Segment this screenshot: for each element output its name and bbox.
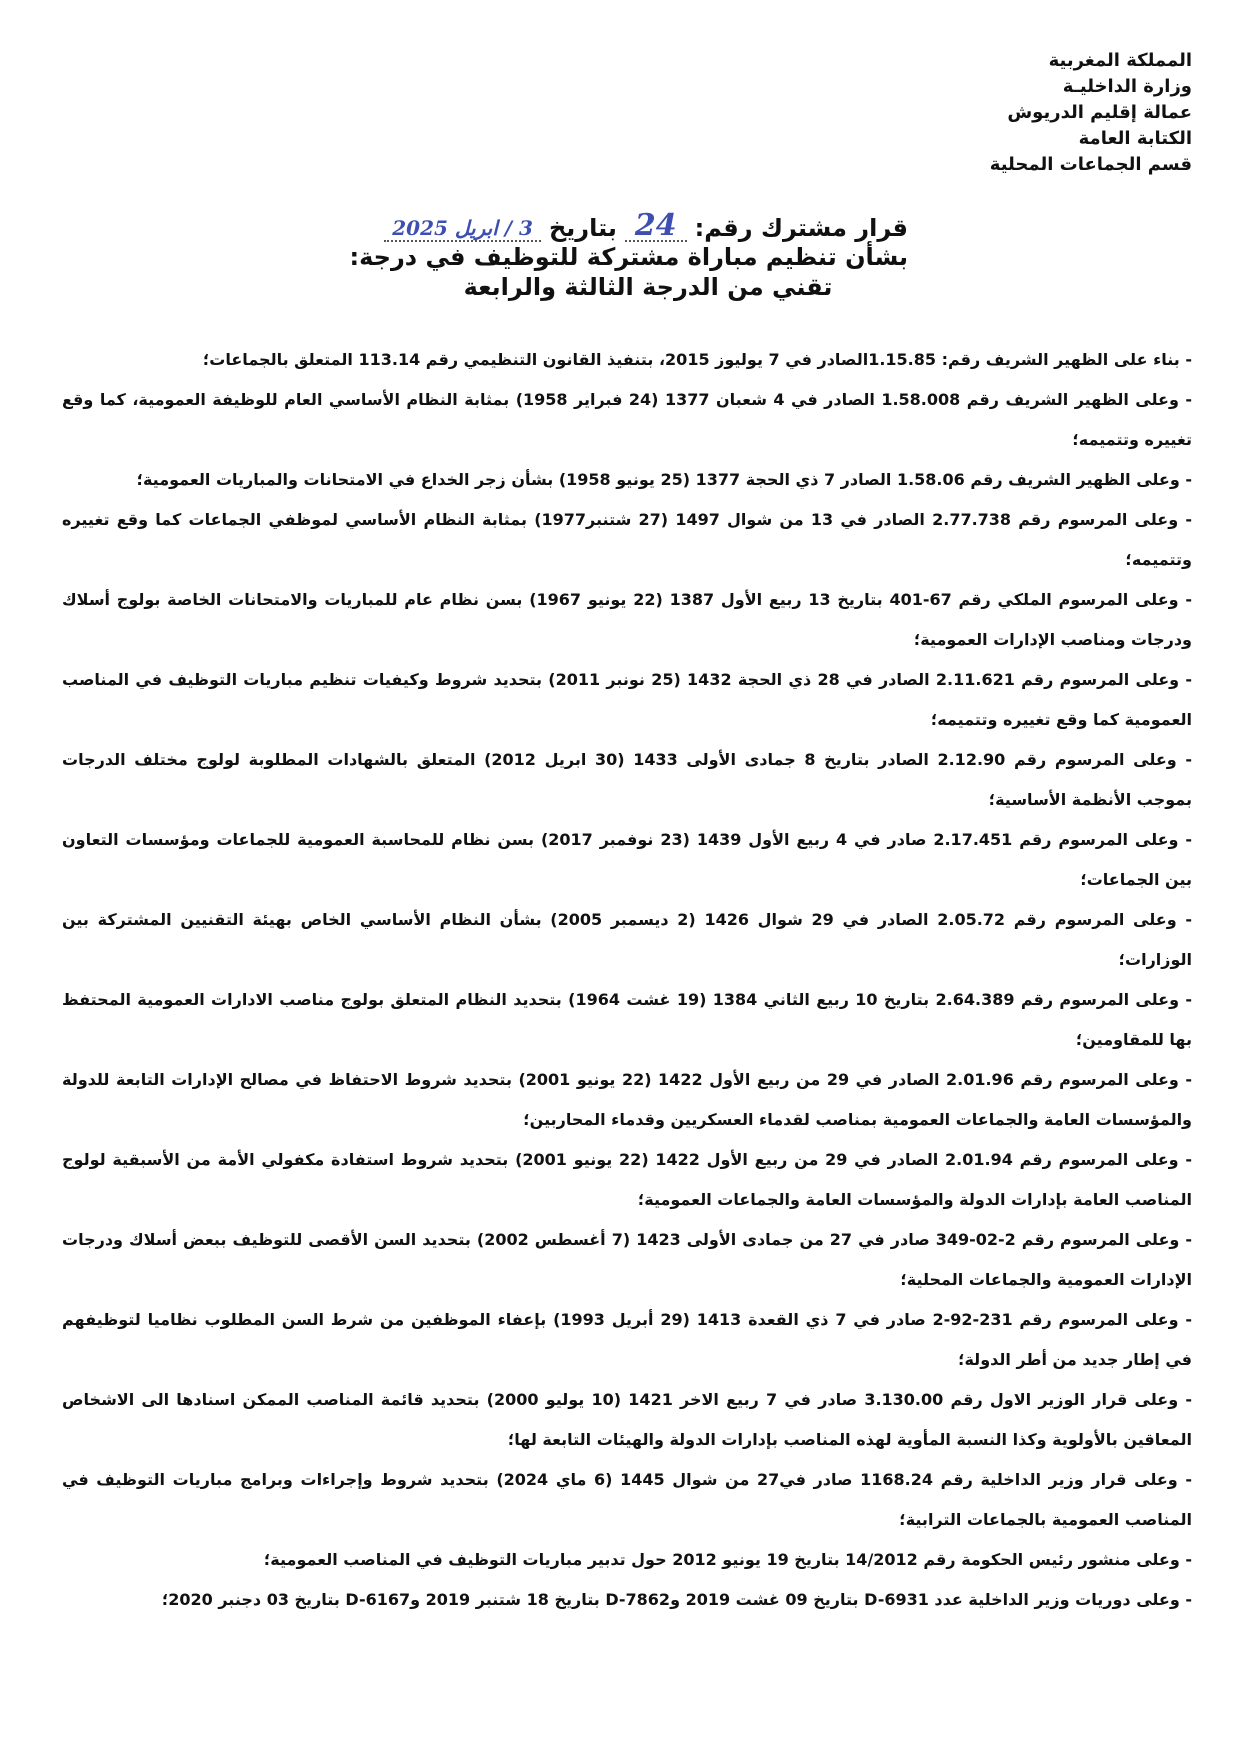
preamble-item: - وعلى قرار وزير الداخلية رقم 1168.24 صادر في27 من شوال 1445 (6 ماي 2024) بتحديد شروط وإجراءات وبرامج مباريات التوظيف في المناصب العمومية بالجماعات الترابية؛ [62, 1470, 1192, 1529]
letterhead-ministry: وزارة الداخليـة [1062, 76, 1192, 97]
preamble-item: - وعلى المرسوم الملكي رقم 67-401 بتاريخ 13 ربيع الأول 1387 (22 يونيو 1967) بسن نظام عام للمباريات والامتحانات الخاصة بولوج أسلاك ودرجات ومناصب الإدارات العمومية؛ [62, 590, 1193, 649]
preamble-item: - بناء على الظهير الشريف رقم: 1.15.85الصادر في 7 يوليوز 2015، بتنفيذ القانون التنظيمي رقم 113.14 المتعلق بالجماعات؛ [202, 350, 1192, 369]
preamble-item: - وعلى المرسوم رقم 2.12.90 الصادر بتاريخ 8 جمادى الأولى 1433 (30 ابريل 2012) المتعلق بالشهادات المطلوبة لولوج مختلف الدرجات بموجب الأنظمة الأساسية؛ [62, 750, 1193, 809]
preamble-item: - وعلى المرسوم رقم 2.01.96 الصادر في 29 من ربيع الأول 1422 (22 يونيو 2001) بتحديد شروط الاحتفاظ في مصالح الإدارات التابعة للدولة والمؤسسات العامة والجماعات العمومية بمناصب لقدماء العسكريين وقدماء المحاربين؛ [62, 1070, 1193, 1129]
preamble-item: - وعلى الظهير الشريف رقم 1.58.008 الصادر في 4 شعبان 1377 (24 فبراير 1958) بمثابة النظام الأساسي العام للوظيفة العمومية، كما وقع تغييره وتتميمه؛ [62, 390, 1193, 449]
preamble-item: - وعلى المرسوم رقم 2.17.451 صادر في 4 ربيع الأول 1439 (23 نوفمبر 2017) بسن نظام للمحاسبة العمومية للجماعات ومؤسسات التعاون بين الجماعات؛ [62, 830, 1193, 889]
preamble-item: - وعلى دوريات وزير الداخلية عدد D-6931 بتاريخ 09 غشت 2019 وD-7862 بتاريخ 18 شتنبر 2019 وD-6167 بتاريخ 03 دجنبر 2020؛ [161, 1590, 1192, 1609]
letterhead-kingdom: المملكة المغربية [1048, 50, 1192, 71]
preamble-item: - وعلى المرسوم رقم 2.05.72 الصادر في 29 شوال 1426 (2 ديسمبر 2005) بشأن النظام الأساسي الخاص بهيئة التقنيين المشتركة بين الوزارات؛ [62, 910, 1192, 969]
decision-title-line-2: تقني من الدرجة الثالثة والرابعة [463, 273, 833, 301]
preamble-item: - وعلى الظهير الشريف رقم 1.58.06 الصادر 7 ذي الحجة 1377 (25 يونيو 1958) بشأن زجر الخداع في الامتحانات والمباريات العمومية؛ [136, 470, 1192, 489]
letterhead-division: قسم الجماعات المحلية [989, 154, 1192, 175]
preamble-item: - وعلى المرسوم رقم 2.11.621 الصادر في 28 ذي الحجة 1432 (25 نونبر 2011) بتحديد شروط وكيفيات تنظيم مباريات التوظيف في المناصب العمومية كما وقع تغييره وتتميمه؛ [62, 670, 1193, 729]
letterhead [932, 48, 1192, 178]
preamble-item: - وعلى المرسوم رقم 231-92-2 صادر في 7 ذي القعدة 1413 (29 أبريل 1993) بإعفاء الموظفين من شرط السن المطلوب نظاميا لتوظيفهم في إطار جديد من أطر الدولة؛ [62, 1310, 1193, 1369]
preamble-list [62, 340, 1192, 1620]
decision-heading [348, 208, 908, 302]
decision-ref-prefix: قرار مشترك رقم: [694, 214, 908, 242]
preamble-item: - وعلى المرسوم رقم 2.77.738 الصادر في 13 من شوال 1497 (27 شتنبر1977) بمثابة النظام الأساسي لموظفي الجماعات كما وقع تغييره وتتميمه؛ [62, 510, 1192, 569]
preamble-item: - وعلى منشور رئيس الحكومة رقم 14/2012 بتاريخ 19 يونيو 2012 حول تدبير مباريات التوظيف في المناصب العمومية؛ [263, 1550, 1192, 1569]
preamble-item: - وعلى المرسوم رقم 2-02-349 صادر في 27 من جمادى الأولى 1423 (7 أغسطس 2002) بتحديد السن الأقصى للتوظيف ببعض أسلاك ودرجات الإدارات العمومية والجماعات المحلية؛ [62, 1230, 1193, 1289]
preamble-item: - وعلى المرسوم رقم 2.01.94 الصادر في 29 من ربيع الأول 1422 (22 يونيو 2001) بتحديد شروط استفادة مكفولي الأمة من الأسبقية لولوج المناصب العامة بإدارات الدولة والمؤسسات العامة والجماعات العمومية؛ [62, 1150, 1193, 1209]
decision-date-prefix: بتاريخ [548, 214, 617, 242]
decision-date-value: 3 / ابريل 2025 [384, 216, 541, 242]
letterhead-province: عمالة إقليم الدريوش [1007, 102, 1192, 123]
decision-ref-number: 24 [625, 212, 687, 242]
decision-title-line-1: بشأن تنظيم مباراة مشتركة للتوظيف في درجة: [349, 243, 908, 271]
decision-reference-line [348, 208, 908, 243]
preamble-item: - وعلى المرسوم رقم 2.64.389 بتاريخ 10 ربيع الثاني 1384 (19 غشت 1964) بتحديد النظام المتعلق بولوج مناصب الادارات العمومية المحتفظ بها للمقاومين؛ [62, 990, 1193, 1049]
letterhead-secretariat: الكتابة العامة [1078, 128, 1192, 149]
preamble-item: - وعلى قرار الوزير الاول رقم 3.130.00 صادر في 7 ربيع الاخر 1421 (10 يوليو 2000) بتحديد قائمة المناصب الممكن اسنادها الى الاشخاص المعاقين بالأولوية وكذا النسبة المأوية لهذه المناصب بإدارات الدولة والهيئات التابعة لها؛ [62, 1390, 1192, 1449]
